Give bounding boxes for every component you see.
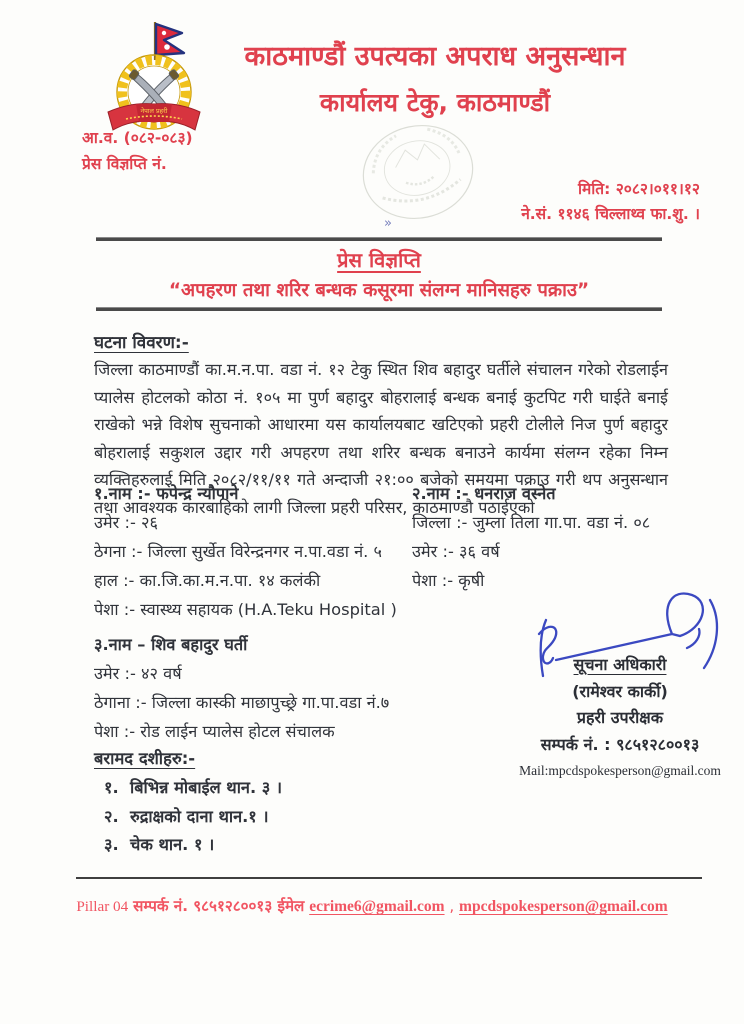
person-detail: हाल :- का.जि.का.म.न.पा. १४ कलंकी [94,571,321,590]
person-detail: पेशा :- स्वास्थ्य सहायक (H.A.Teku Hospital ) [94,600,397,619]
footer-contact: सम्पर्क नं. ९८५१२८००१३ ईमेल [133,897,305,915]
letterhead [200,34,670,126]
stray-pen-mark: » [384,216,392,231]
person-detail: पेशा :- कृषी [412,571,485,590]
arrested-person-1 [94,479,414,624]
fiscal-year: आ.व. (०८२-०८३) [82,129,193,147]
nepal-police-emblem-icon [98,18,210,140]
evidence-item: २. रुद्राक्षको दाना थान.१ । [104,806,269,826]
arrested-person-3 [94,630,434,746]
logo-banner-text: नेपाल प्रहरी [140,107,168,115]
person-detail: ठेगाना :- जिल्ला कास्की माछापुच्छ्रे गा.पा.वडा नं.७ [94,693,390,712]
signatory-role: सूचना अधिकारी [573,655,667,674]
person-name: १.नाम :- फपेन्द्र न्यौपाने [94,484,239,503]
person-detail: ठेगना :- जिल्ला सुर्खेत विरेन्द्रनगर न.पा.वडा नं. ५ [94,542,382,561]
person-detail: जिल्ला :- जुम्ला तिला गा.पा. वडा नं. ०८ [412,513,651,532]
footer-separator: , [449,897,455,915]
signatory-rank: प्रहरी उपरीक्षक [576,708,664,727]
person-detail: उमेर :- ४२ वर्ष [94,664,182,683]
footer-divider [76,877,702,879]
person-detail: उमेर :- २६ [94,513,158,532]
nepal-sambat-line: ने.सं. ११४६ चिल्लाथ्व फा.शु. । [521,205,700,223]
press-release-title: प्रेस विज्ञप्ति [337,248,421,272]
person-detail: पेशा :- रोड लाईन प्यालेस होटल संचालक [94,722,335,741]
date-block [521,177,700,227]
signatory-contact: सम्पर्क नं. : ९८५१२८००१३ [540,734,700,754]
evidence-list [104,774,404,860]
person-name: ३.नाम – शिव बहादुर घर्ती [94,635,248,654]
footer-email-spokesperson[interactable]: mpcdspokesperson@gmail.com [459,898,668,915]
evidence-item: १. बिभिन्न मोबाईल थान. ३ । [104,778,283,797]
evidence-heading: बरामद दशीहरु:- [94,749,196,768]
signatory-block [500,652,740,785]
signatory-name: (रामेश्वर कार्की) [572,681,668,701]
evidence-item: ३. चेक थान. १ । [104,835,215,855]
official-round-stamp-icon [352,118,484,226]
press-release-subtitle: “अपहरण तथा शरिर बन्धक कसूरमा संलग्न मानिसहरु पक्राउ” [168,280,590,301]
incident-body: जिल्ला काठमाण्डौं का.म.न.पा. वडा नं. १२ टेकु स्थित शिव बहादुर घर्तीले संचालन गरेको रोडलाईन प्यालेस होटलको कोठा नं. १०५ मा पुर्ण बहादुर बोहरालाई बन्धक बनाई कुटपिट गरी घाईते बनाई राखेको भन्ने विशेष सुचनाको आधारमा यस कार्यालयबाट खटिएको प्रहरी टोलीले निज पुर्ण बहादुर बोहरालाई सकुशल उद्दार गरी अपहरण तथा शरिर बन्धक बनाउने कार्यमा संलग्न रहेका निम्न व्यक्तिहरुलाई मिति २०८२/११/११ गते अन्दाजी २१:०० बजेको समयमा पक्राउ गरी थप अनुसन्धान तथा आवश्यक कारबाहिको लागी जिल्ला प्रहरी परिसर, काठमाण्डौ पठाईएको [94,360,668,517]
footer-contact-line [0,896,744,916]
signatory-email: Mail:mpcdspokesperson@gmail.com [519,763,721,778]
divider-bottom [96,307,662,311]
org-name-line1: काठमाण्डौं उपत्यका अपराध अनुसन्धान [244,41,626,72]
org-name-line2: कार्यालय टेकु, काठमाण्डौं [319,88,551,117]
person-name: २.नाम :- धनराज वस्नेत [412,484,556,503]
press-release-number-label: प्रेस विज्ञप्ति नं. [82,155,167,173]
footer-site: Pillar 04 [76,898,129,915]
divider-top [96,237,662,241]
date-line: मिति: २०८२।०११।१२ [577,180,700,198]
person-detail: उमेर :- ३६ वर्ष [412,542,500,561]
incident-heading: घटना विवरण:- [94,333,189,353]
footer-email-ecrime[interactable]: ecrime6@gmail.com [309,898,445,915]
arrested-person-2 [412,479,712,595]
